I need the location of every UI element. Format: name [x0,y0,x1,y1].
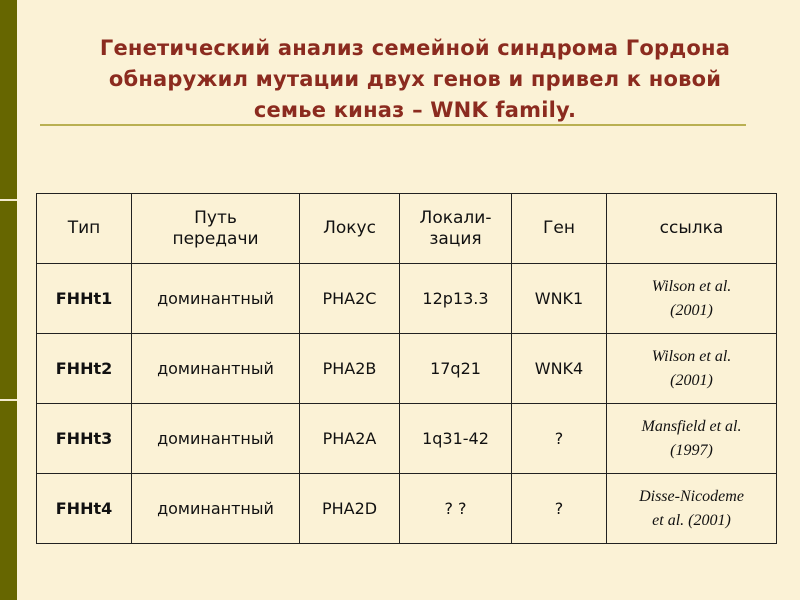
header-type: Тип [37,194,132,264]
cell-locus: PHA2B [300,334,400,404]
title-underline [40,124,746,126]
gene-table [36,193,777,544]
title-line-3: семье киназ – WNK family. [253,98,577,122]
header-path [132,194,300,264]
reference-line: Wilson et al. [651,347,732,365]
title-line-2: обнаружил мутации двух генов и привел к новой [108,67,722,91]
cell-reference [607,334,777,404]
header-reference: ссылка [607,194,777,264]
header-gene: Ген [512,194,607,264]
cell-type: FHHt2 [37,334,132,404]
table-header-row [37,194,777,264]
cell-type: FHHt3 [37,404,132,474]
reference-line: Disse-Nicodeme [639,487,744,505]
reference-line: (1997) [670,441,713,459]
cell-localization: 17q21 [400,334,512,404]
cell-path: доминантный [132,474,300,544]
header-path-line: передачи [172,228,259,249]
cell-gene: WNK4 [512,334,607,404]
stripe-segment [0,201,17,400]
reference-line: Wilson et al. [651,277,732,295]
cell-localization: ? ? [400,474,512,544]
cell-gene: ? [512,474,607,544]
cell-gene: ? [512,404,607,474]
table-row [37,404,777,474]
reference-line: Mansfield et al. [641,417,742,435]
table-row [37,474,777,544]
table-row [37,264,777,334]
cell-path: доминантный [132,334,300,404]
header-localization-line: Локали- [419,207,492,228]
cell-type: FHHt4 [37,474,132,544]
cell-path: доминантный [132,404,300,474]
left-accent-stripe [0,0,17,600]
header-localization-line: зация [429,228,482,249]
stripe-segment [0,401,17,600]
cell-locus: PHA2D [300,474,400,544]
cell-locus: PHA2C [300,264,400,334]
cell-localization: 1q31-42 [400,404,512,474]
header-locus: Локус [300,194,400,264]
reference-line: (2001) [670,371,713,389]
reference-line: (2001) [670,301,713,319]
title-line-1: Генетический анализ семейной синдрома Гордона [99,36,731,60]
cell-reference [607,404,777,474]
stripe-segment [0,0,17,200]
slide-title [30,33,800,126]
cell-path: доминантный [132,264,300,334]
cell-locus: PHA2A [300,404,400,474]
cell-localization: 12p13.3 [400,264,512,334]
cell-gene: WNK1 [512,264,607,334]
table-row [37,334,777,404]
header-path-line: Путь [194,207,237,228]
cell-reference [607,474,777,544]
cell-type: FHHt1 [37,264,132,334]
header-localization [400,194,512,264]
cell-reference [607,264,777,334]
reference-line: et al. (2001) [652,511,731,529]
